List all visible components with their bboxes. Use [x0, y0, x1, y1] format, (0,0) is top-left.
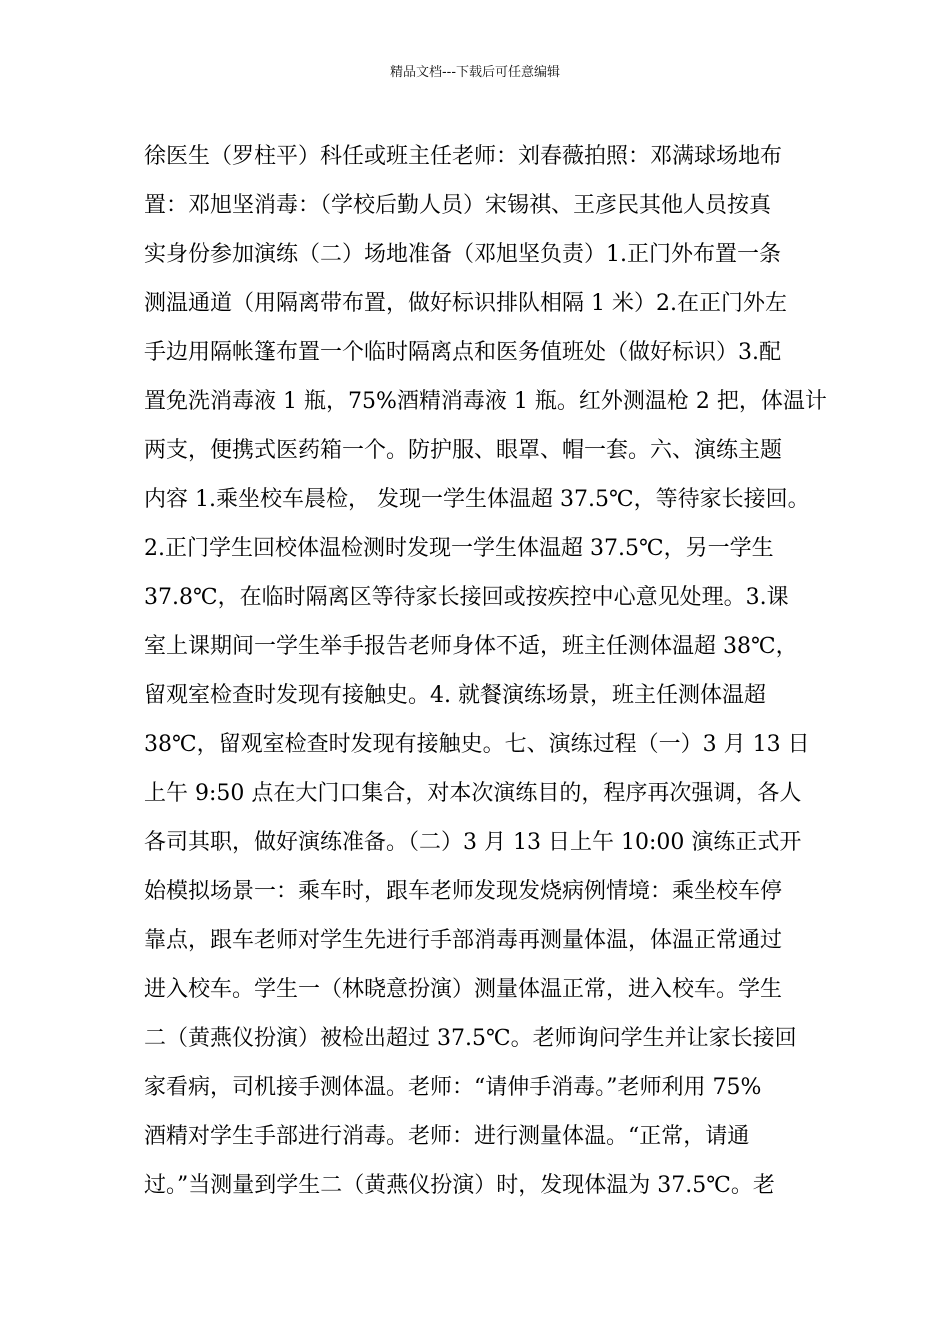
text-line: 各司其职，做好演练准备。（二）3 月 13 日上午 10:00 演练正式开: [144, 830, 802, 855]
text-line: 实身份参加演练（二）场地准备（邓旭坚负责）1.正门外布置一条: [144, 242, 781, 267]
text-line: 置：邓旭坚消毒：（学校后勤人员）宋锡祺、王彦民其他人员按真: [144, 193, 772, 218]
document-body: [144, 132, 827, 1210]
text-line: 进入校车。学生一（林晓意扮演）测量体温正常，进入校车。学生: [144, 977, 783, 1002]
text-line: 上午 9:50 点在大门口集合，对本次演练目的，程序再次强调，各人: [144, 781, 802, 806]
text-line: 手边用隔帐篷布置一个临时隔离点和医务值班处（做好标识）3.配: [144, 340, 781, 365]
text-line: 室上课期间一学生举手报告老师身体不适，班主任测体温超 38℃，: [144, 634, 798, 659]
text-line: 留观室检查时发现有接触史。4. 就餐演练场景，班主任测体温超: [144, 683, 766, 708]
text-line: 测温通道（用隔离带布置，做好标识排队相隔 1 米）2.在正门外左: [144, 291, 787, 316]
text-line: 内容 1.乘坐校车晨检， 发现一学生体温超 37.5℃，等待家长接回。: [144, 487, 810, 512]
page-header: 精品文档---下载后可任意编辑: [389, 65, 561, 80]
text-line: 2.正门学生回校体温检测时发现一学生体温超 37.5℃，另一学生: [144, 536, 774, 561]
text-line: 过。”当测量到学生二（黄燕仪扮演）时，发现体温为 37.5℃。老: [144, 1173, 775, 1198]
text-line: 始模拟场景一：乘车时，跟车老师发现发烧病例情境：乘坐校车停: [144, 879, 783, 904]
text-line: 两支，便携式医药箱一个。防护服、眼罩、帽一套。六、演练主题: [144, 438, 783, 463]
text-line: 38℃，留观室检查时发现有接触史。七、演练过程（一）3 月 13 日: [144, 732, 810, 757]
text-line: 徐医生（罗柱平）科任或班主任老师：刘春薇拍照：邓满球场地布: [144, 144, 783, 169]
text-line: 酒精对学生手部进行消毒。老师：进行测量体温。“正常，请通: [144, 1124, 750, 1149]
text-line: 置免洗消毒液 1 瓶，75%酒精消毒液 1 瓶。红外测温枪 2 把，体温计: [144, 389, 827, 414]
text-line: 二（黄燕仪扮演）被检出超过 37.5℃。老师询问学生并让家长接回: [144, 1026, 797, 1051]
text-line: 37.8℃，在临时隔离区等待家长接回或按疾控中心意见处理。3.课: [144, 585, 789, 610]
text-line: 靠点，跟车老师对学生先进行手部消毒再测量体温，体温正常通过: [144, 928, 783, 953]
text-line: 家看病，司机接手测体温。老师：“请伸手消毒。”老师利用 75%: [144, 1075, 762, 1100]
